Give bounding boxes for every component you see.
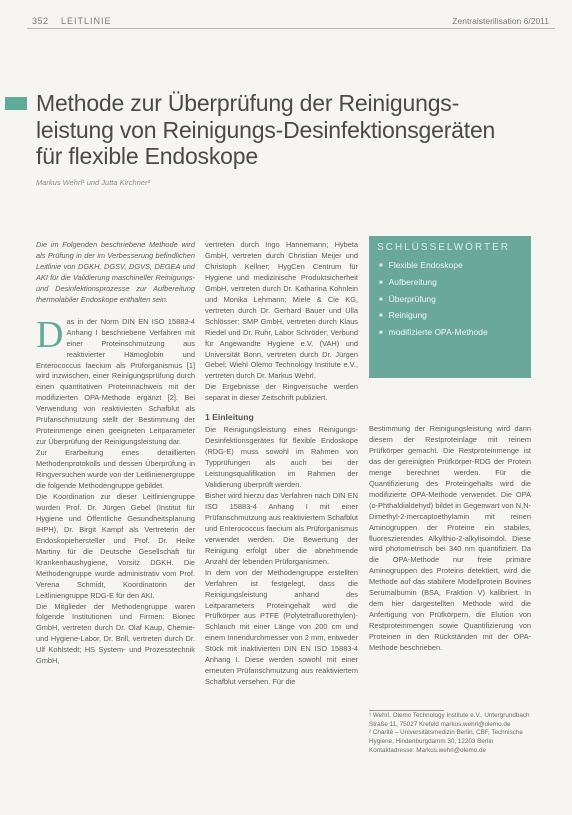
keyword-item: ■ Reinigung [379, 308, 488, 325]
keyword-item: ■ modifizierte OPA-Methode [379, 325, 488, 342]
keyword-item: ■ Flexible Endoskope [379, 258, 488, 275]
lead-paragraph [36, 313, 195, 448]
paragraph: Bisher wird hierzu das Verfahren nach DIN EN ISO 15883-4 Anhang I mit einer Prüfanschmutzung aus reaktiviertem Schafblut und Enterococcus faecium als Prüforganismus verwendet werden. Die Bewertung der Reinigung erfolgt über die abnehmende Anzahl der lebenden Prüforganismen. [205, 490, 358, 566]
paragraph: Die Ergebnisse der Ringversuche werden separat in dieser Zeitschrift publiziert. [205, 382, 358, 403]
lead-text: as in der Norm DIN EN ISO 15883-4 Anhang I beschriebene Verfahren mit einer Proteinschmutzung aus reaktivierter Hämoglobin und Enterococcus faecium als Prüforganismus [1] wird inzwischen, einer Reinigungsprüfung durch einen quantitativen Proteinnachweis mit der modifizierten OPA-Methode ergänzt [2]. Bei Verwendung von reaktivierten Schafblut als Prüfanschmutzung stellt der Bestimmung der Proteinmenge einen geeigneten Leitparameter zur Überprüfung der Reinigungsleistung dar. [36, 316, 195, 447]
section-heading: 1 Einleitung [205, 412, 254, 423]
article-title: Methode zur Überprüfung der Reinigungsleistung von Reinigungs-Desinfektionsgeräten für flexible Endoskope [36, 90, 496, 169]
keywords-box [369, 236, 531, 378]
abstract: Die im Folgenden beschriebene Methode wird als Prüfung in der im Verbesserung befindlichen Leitlinie von DGKH, DGSV, DGVS, DEGEA und AKI für die Validierung maschineller Reinigungs- und Desinfektionsprozesse zur Aufbereitung thermolabiler Endoskope enthalten sein. [36, 240, 195, 304]
paragraph: Die Mitglieder der Methodengruppe waren folgende Institutionen und Firmen: Bionec GmbH, vertreten durch Dr. Olaf Kaup, Chemie- und Hygiene-Labor, Dr. Brill, vertreten durch Dr. Ulf Kohlstedt; HS System- und Prozesstechnik GmbH, [36, 601, 195, 666]
text-column-2 [205, 240, 358, 688]
page-header [27, 14, 555, 29]
keywords-list [379, 258, 488, 342]
author-line: Markus Wehrl¹ und Jutta Kirchner² [36, 178, 151, 187]
paragraph: vertreten durch Ingo Hannemann; Hybeta GmbH, vertreten durch Christian Meijer und Christoph Kellner; HygCen Centrum für Hygiene und medizinische Produktsicherheit GmbH, vertreten durch Dr. Katharina Kohnlein und Monika Lehmann; Miele & Cie KG, vertreten durch Dr. Gerhard Bauer und Ulla Schlösser; SMP GmbH, vertreten durch Klaus Riedel und Dr. Ruhr, Labor Schröder; Verbund für Angewandte Hygiene e.V. (VAH) und Universität Bonn, vertreten durch Dr. Jürgen Gebel; Wiehl Olemo Technology Institute e.V., vertreten durch Dr. Markus Wehrl. [205, 240, 358, 381]
paragraph: Zur Erarbeitung eines detaillierten Methodenprotokolls und dessen Überprüfung in Ringversuchen wurde von der Leitlinienergruppe die folgende Methodengruppe gebildet. [36, 448, 195, 491]
footnote: Kontaktadresse: Markus.wehrl@olemo.de [369, 746, 486, 754]
keywords-title: SCHLÜSSELWÖRTER [377, 242, 510, 253]
paragraph: Die Reinigungsleistung eines Reinigungs-Desinfektionsgerätes für flexible Endoskope (RDG-E) muss sowohl im Rahmen von Typprüfungen als auch bei der Leistungsqualifikation im Rahmen der Validierung überprüft werden. [205, 425, 358, 490]
section-label: LEITLINIE [61, 16, 112, 26]
text-column-1 [36, 240, 195, 667]
keyword-item: ■ Überprüfung [379, 292, 488, 309]
drop-cap: D [36, 313, 64, 356]
keyword-item: ■ Aufbereitung [379, 275, 488, 292]
footnote: ¹ Wehrl, Olemo Technology Institute e.V., Untergrundbach Straße 11, 75027 Krefeld markus.wehrl@olemo.de [369, 712, 530, 728]
paragraph: Die Koordination zur dieser Leitliniengruppe wurden Prof. Dr. Jürgen Gebel (Institut für Hygiene und Öffentliche Gesundheitsplanung IHPH), Dr. Birgit Kampf als Vertreterin der Endoskopiehersteller und Prof. Dr. Heike Martiny für die Deutsche Gesellschaft für Krankenhaushygiene, Vorsitz DGKH. Die Methodengruppe wurde administrativ vom Prof. Verena Schmidt, Koordinatorin der Leitliniengruppe RDG-E für den AKI. [36, 491, 195, 600]
footnote: ² Charité – Universitätsmedizin Berlin, CBF, Technische Hygiene, Hindenburgdamm 30, 12203 Berlin [369, 729, 523, 746]
text-column-3 [369, 424, 531, 654]
page-number: 352 [32, 16, 49, 26]
title-accent-bar [5, 97, 27, 110]
journal-name: Zentralsterilisation 6/2011 [452, 16, 549, 26]
paragraph: In dem von der Methodengruppe erstellten Verfahren ist festgelegt, dass die Reinigungsleistung anhand des Leitparameters Proteingehalt wird die Prüfkörper aus PTFE (Polytetrafluorethylen)-Schlauch mit einer Länge von 200 cm und einem Innendurchmesser von 2 mm, entweder Stück mit inaktivierten DIN EN ISO 15883-4 Anhang I. Diese werden sowohl mit einer erneuten Prüfanschmutzung aus reaktiviertem Schafblut versehen. Für die [205, 567, 358, 687]
paragraph: Bestimmung der Reinigungsleistung wird dann diesem der Restproteinlage mit reinem Prüfkörper gemacht. Die Restproteinmenge ist das der gereinigten Prüfkörper-RDG der Protein menge berechnet werden. Für die Quantifizierung des Proteingehalts wird die modifizierte OPA-Methode verwendet. Die OPA (o-Phthaldialdehyd) bildet in Gegenwart von N,N-Dimethyl-2-mercaptoethylamin mit reinen Aminogruppen der Proteine ein stabiles, fluoreszierendes Alkylthio-2-alkylisoindol. Diese wird photometrisch bei 340 nm quantifiziert. Da die OPA-Methode nur freie primäre Aminogruppen des Proteins detektiert, wird die Methode auf das stabilere Modellprotein Bovines Serumalbumin (BSA, Fraktion V) kalibriert. In dem hier dargestellten Methode wird die Anfertigung von Prüfkörpern, die Elution von Restproteinmengen sowie Quantifizierung von Proteinen in den Rückständen mit der OPA-Methode beschrieben. [369, 424, 531, 653]
footnotes [369, 712, 531, 756]
footnote-divider [369, 710, 444, 711]
